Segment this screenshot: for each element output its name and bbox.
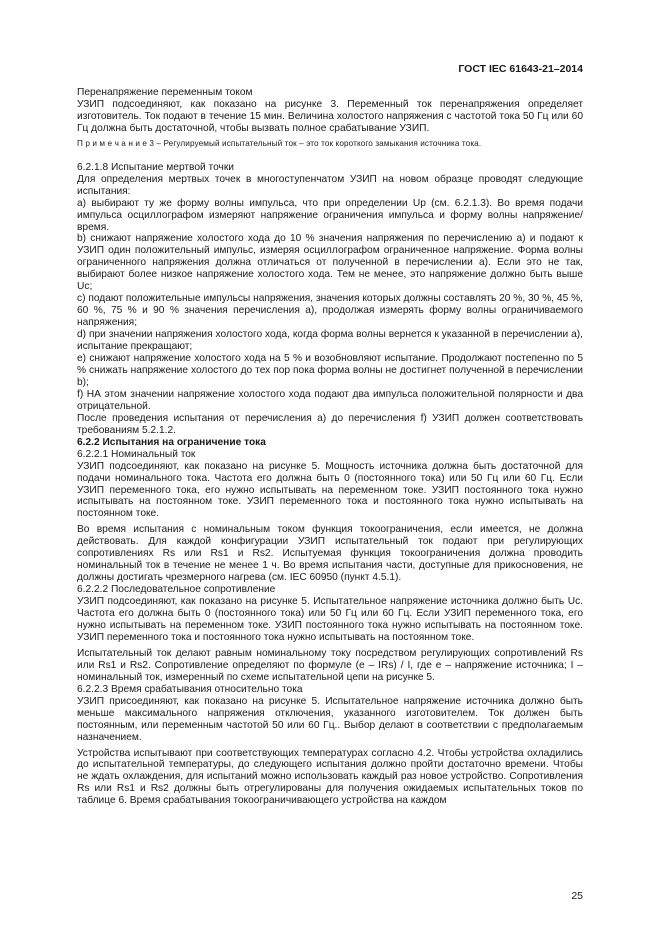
subsection-heading: 6.2.2.1 Номинальный ток — [77, 448, 196, 460]
subsection-heading: 6.2.2.3 Время срабатывания относительно тока — [77, 683, 303, 695]
paragraph: Для определения мертвых точек в многоступенчатом УЗИП на новом образце проводят следующие испытания: — [77, 173, 583, 197]
document-header: ГОСТ IEC 61643-21–2014 — [458, 63, 583, 75]
paragraph: Во время испытания с номинальным током функция токоограничения, если имеется, не должна действовать. Для каждой конфигурации УЗИП испытательный ток подают при регулирующих сопротивлениях Rs или Rs1 и Rs2. Испытуемая функция токоограничения должна проводить номинальный ток в течение не менее 1 ч. Во время испытания части, доступные для прикосновения, не должны достигать чрезмерного нагрева (см. IEC 60950 (пункт 4.5.1). — [77, 524, 583, 584]
paragraph: После проведения испытания от перечисления a) до перечисления f) УЗИП должен соответствовать требованиям 5.2.1.2. — [77, 412, 583, 436]
paragraph: Устройства испытывают при соответствующих температурах согласно 4.2. Чтобы устройства охладились до испытательной температуры, до следующего испытания должно пройти достаточно времени. Чтобы не ждать охлаждения, для испытаний можно использовать каждый раз новое устройство. Сопротивления Rs или Rs1 и Rs2 должны быть отрегулированы для получения ожидаемых испытательных токов по таблице 6. Время срабатывания токоограничивающего устройства на каждом — [77, 747, 583, 807]
paragraph: УЗИП подсоединяют, как показано на рисунке 3. Переменный ток перенапряжения определяет изготовитель. Ток подают в течение 15 мин. Величина холостого напряжения с частотой тока 50 Гц или 60 Гц должна быть достаточной, чтобы вызвать полное срабатывание УЗИП. — [77, 98, 583, 134]
paragraph: УЗИП присоединяют, как показано на рисунке 5. Испытательное напряжение источника должно быть меньше максимального напряжения отключения, указанного изготовителем. Ток должен быть постоянным, или переменным частотой 50 или 60 Гц.. Выбор делают в соответствии с предполагаемым назначением. — [77, 695, 583, 743]
page-number: 25 — [571, 890, 583, 902]
subsection-heading: 6.2.2.2 Последовательное сопротивление — [77, 584, 276, 596]
list-item: a) выбирают ту же форму волны импульса, что при определении Uр (см. 6.2.1.3). Во время подачи импульса осциллографом измеряют напряжение ограничения импульса и форму волны напряжение/время. — [77, 197, 583, 233]
paragraph: Испытательный ток делают равным номинальному току посредством регулирующих сопротивлений Rs или Rs1 и Rs2. Сопротивление определяют по формуле (e – IRs) / I, где e – напряжение источника; I – номинальный ток, измеренный по схеме испытательной цепи на рисунке 5. — [77, 647, 583, 683]
list-item: d) при значении напряжения холостого хода, когда форма волны вернется к указанной в перечислении a), испытание прекращают; — [77, 329, 583, 353]
paragraph: УЗИП подсоединяют, как показано на рисунке 5. Мощность источника должна быть достаточной для подачи номинального тока. Частота его должна быть 0 (постоянного тока) или 50 Гц или 60 Гц. Если УЗИП переменного тока, его нужно испытывать на переменном токе. УЗИП постоянного тока нужно испытывать на постоянном токе. УЗИП переменного тока и постоянного тока нужно испытывать на постоянном токе. — [77, 460, 583, 520]
list-item: e) снижают напряжение холостого хода на 5 % и возобновляют испытание. Продолжают постепенно по 5 % снижать напряжение холостого до тех пор пока форма волны не достигнет полученной в перечислении b); — [77, 353, 583, 388]
page-body — [77, 87, 583, 807]
paragraph: УЗИП подсоединяют, как показано на рисунке 5. Испытательное напряжение источника должно быть Uс. Частота его должна быть 0 (постоянного тока) или 50 Гц или 60 Гц. Если УЗИП переменного тока, его нужно испытывать на переменном токе. УЗИП постоянного тока нужно испытывать на постоянном токе. УЗИП переменного тока и постоянного тока нужно испытывать на постоянном токе. — [77, 596, 583, 643]
section-heading: 6.2.2 Испытания на ограничение тока — [77, 436, 266, 448]
note: П р и м е ч а н и е 3 – Регулируемый испытательный ток – это ток короткого замыкания источника тока. — [77, 138, 482, 148]
list-item: c) подают положительные импульсы напряжения, значения которых должны составлять 20 %, 30 %, 45 %, 60 %, 75 % и 90 % значения перечисления a), продолжая измерять форму волны ограничиваемого напряжения; — [77, 293, 583, 329]
section-heading: 6.2.1.8 Испытание мертвой точки — [77, 161, 234, 173]
paragraph: Перенапряжение переменным током — [77, 87, 253, 98]
list-item: f) НА этом значении напряжение холостого хода подают два импульса положительной полярности и два отрицательной. — [77, 388, 583, 412]
list-item: b) снижают напряжение холостого хода до 10 % значения напряжения по перечислению a) и подают к УЗИП один положительный импульс, измеряя осциллографом ограниченное напряжение. Форма волны ограниченного напряжения должна отличаться от полученной в перечислении a). Если это не так, выбирают более низкое напряжение холостого хода. Тем не менее, это напряжение должно быть выше Uс; — [77, 233, 583, 293]
